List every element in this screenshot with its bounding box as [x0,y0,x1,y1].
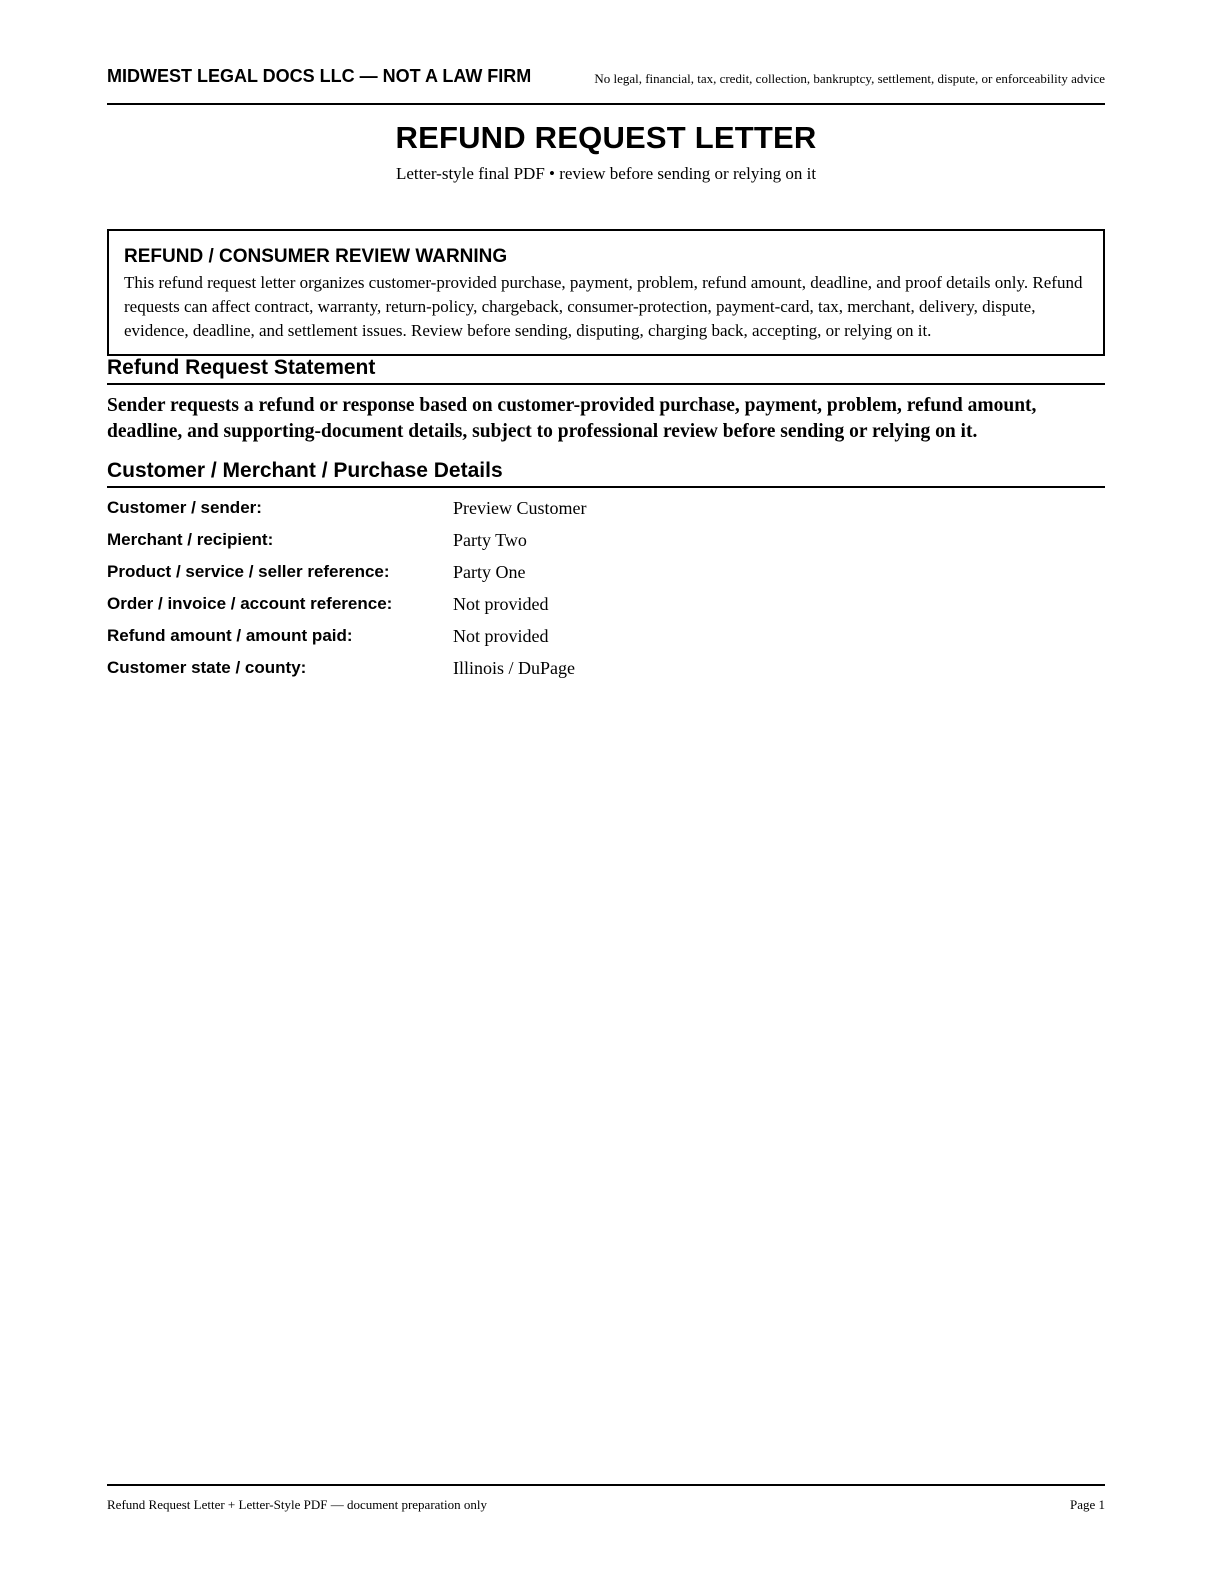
page-number: Page 1 [1069,1497,1105,1512]
detail-value: Party Two [453,530,527,550]
detail-label: Product / service / seller reference: [107,562,390,581]
detail-value: Not provided [453,594,549,614]
detail-value: Party One [453,562,526,582]
footer-text: Refund Request Letter + Letter-Style PDF — document preparation only [107,1497,488,1512]
details-row [107,560,1105,592]
page-header [107,62,1105,105]
details-table [107,496,1105,688]
warning-box [107,229,1105,356]
detail-label: Refund amount / amount paid: [107,626,353,645]
document-subtitle: Letter-style final PDF • review before sending or relying on it [395,164,817,183]
statement-text: Sender requests a refund or response based on customer-provided purchase, payment, problem, refund amount, deadline, and supporting-document details, subject to professional review before sending or relying on it. [107,395,1037,442]
warning-title: REFUND / CONSUMER REVIEW WARNING [124,246,508,267]
detail-label: Order / invoice / account reference: [107,594,393,613]
detail-value: Illinois / DuPage [453,658,575,678]
firm-name: MIDWEST LEGAL DOCS LLC — NOT A LAW FIRM [107,66,532,86]
detail-label: Merchant / recipient: [107,530,274,549]
detail-value: Preview Customer [453,498,587,518]
details-row [107,624,1105,656]
detail-label: Customer state / county: [107,658,307,677]
detail-label: Customer / sender: [107,498,262,517]
warning-body: This refund request letter organizes customer-provided purchase, payment, problem, refund amount, deadline, and proof details only. Refund requests can affect contract, warranty, return-policy, chargeback, consumer-protection, payment-card, tax, merchant, delivery, dispute, evidence, deadline, and settlement issues. Review before sending, disputing, charging back, accepting, or relying on it. [124,273,1083,340]
document-title: REFUND REQUEST LETTER [395,120,817,155]
statement-heading: Refund Request Statement [107,355,1105,385]
details-heading: Customer / Merchant / Purchase Details [107,458,1105,488]
document-page [107,0,1105,1584]
details-row [107,656,1105,688]
detail-value: Not provided [453,626,549,646]
header-disclaimer: No legal, financial, tax, credit, collection, bankruptcy, settlement, dispute, or enforceability advice [594,71,1105,86]
page-footer [107,1484,1105,1513]
details-row [107,592,1105,624]
details-row [107,496,1105,528]
details-row [107,528,1105,560]
